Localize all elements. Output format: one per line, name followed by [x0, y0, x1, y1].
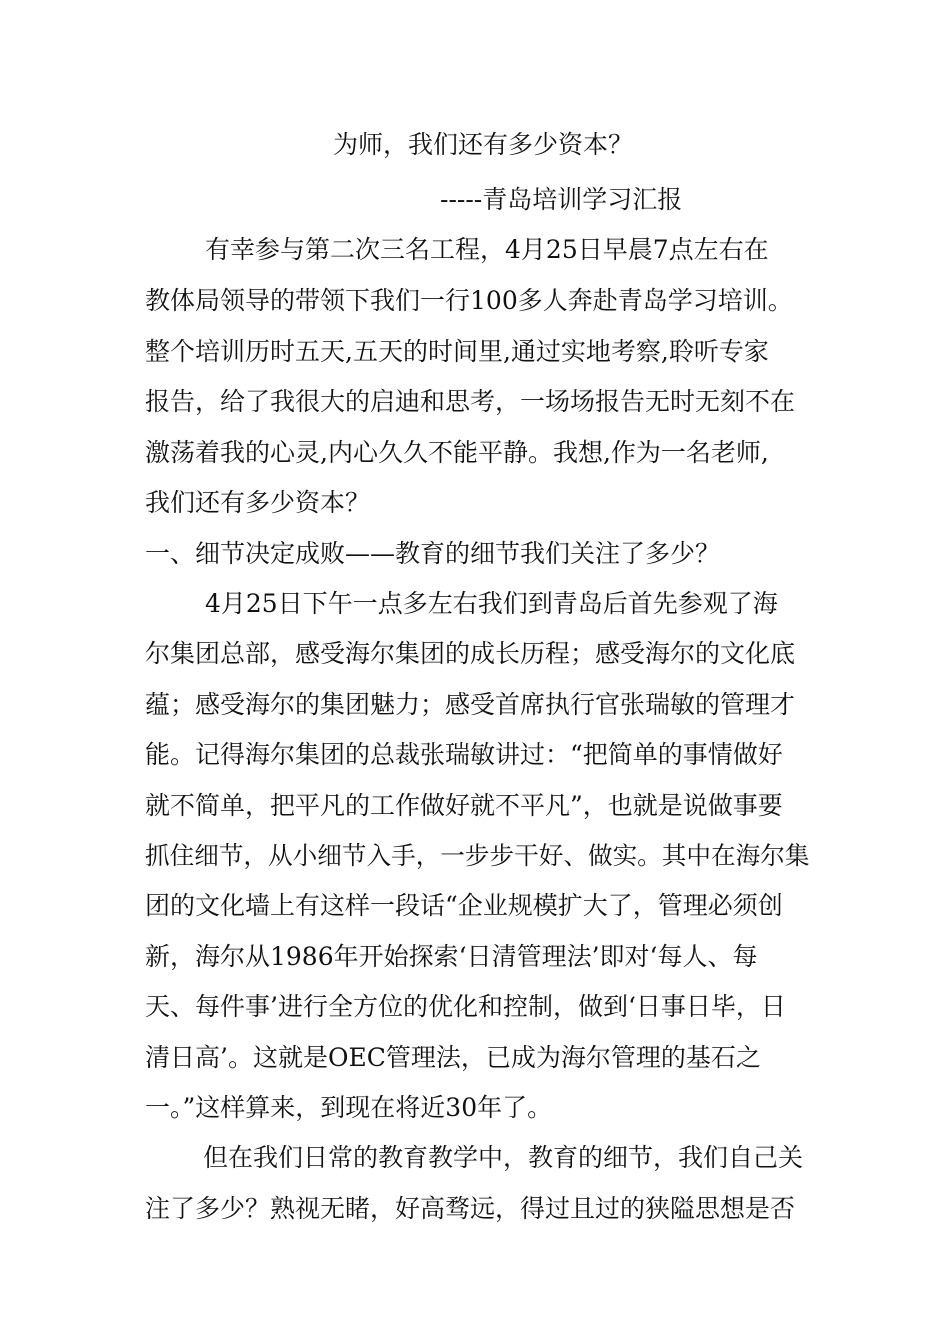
paragraph-line: 4月25日下午一点多左右我们到青岛后首先参观了海	[205, 589, 778, 618]
paragraph-line: 新，海尔从1986年开始探索‘日清管理法’即对‘每人、每	[145, 942, 758, 971]
paragraph-line: 激荡着我的心灵,内心久久不能平静。我想,作为一名老师,	[145, 438, 769, 467]
paragraph-line: 教体局领导的带领下我们一行100多人奔赴青岛学习培训。	[145, 286, 793, 315]
paragraph-line: 一。”这样算来，到现在将近30年了。	[145, 1093, 553, 1122]
paragraph-line: 团的文化墙上有这样一段话“企业规模扩大了，管理必须创	[145, 891, 783, 920]
document-title: 为师，我们还有多少资本？	[333, 130, 634, 159]
paragraph-line: 能。记得海尔集团的总裁张瑞敏讲过：“把简单的事情做好	[145, 740, 783, 769]
paragraph-line: 整个培训历时五天,五天的时间里,通过实地考察,聆听专家	[145, 337, 769, 366]
document-subtitle: -----青岛培训学习汇报	[440, 185, 683, 214]
paragraph-line: 注了多少？熟视无睹，好高骛远，得过且过的狭隘思想是否	[145, 1194, 796, 1223]
paragraph-line: 就不简单，把平凡的工作做好就不平凡”，也就是说做事要	[145, 791, 783, 820]
paragraph-line: 尔集团总部，感受海尔集团的成长历程；感受海尔的文化底	[145, 639, 796, 668]
paragraph-line: 报告，给了我很大的启迪和思考，一场场报告无时无刻不在	[145, 387, 796, 416]
paragraph-line: 但在我们日常的教育教学中，教育的细节，我们自己关	[203, 1143, 804, 1172]
paragraph-line: 我们还有多少资本？	[145, 488, 371, 517]
paragraph-line: 清日高’。这就是OEC管理法，已成为海尔管理的基石之	[145, 1043, 761, 1072]
paragraph-line: 蕴；感受海尔的集团魅力；感受首席执行官张瑞敏的管理才	[145, 690, 796, 719]
paragraph-line: 有幸参与第二次三名工程，4月25日早晨7点左右在	[205, 235, 769, 264]
paragraph-line: 抓住细节，从小细节入手，一步步干好、做实。其中在海尔集	[145, 841, 810, 870]
paragraph-line: 天、每件事’进行全方位的优化和控制，做到‘日事日毕，日	[145, 992, 786, 1021]
section-heading: 一、细节决定成败——教育的细节我们关注了多少？	[145, 539, 721, 568]
